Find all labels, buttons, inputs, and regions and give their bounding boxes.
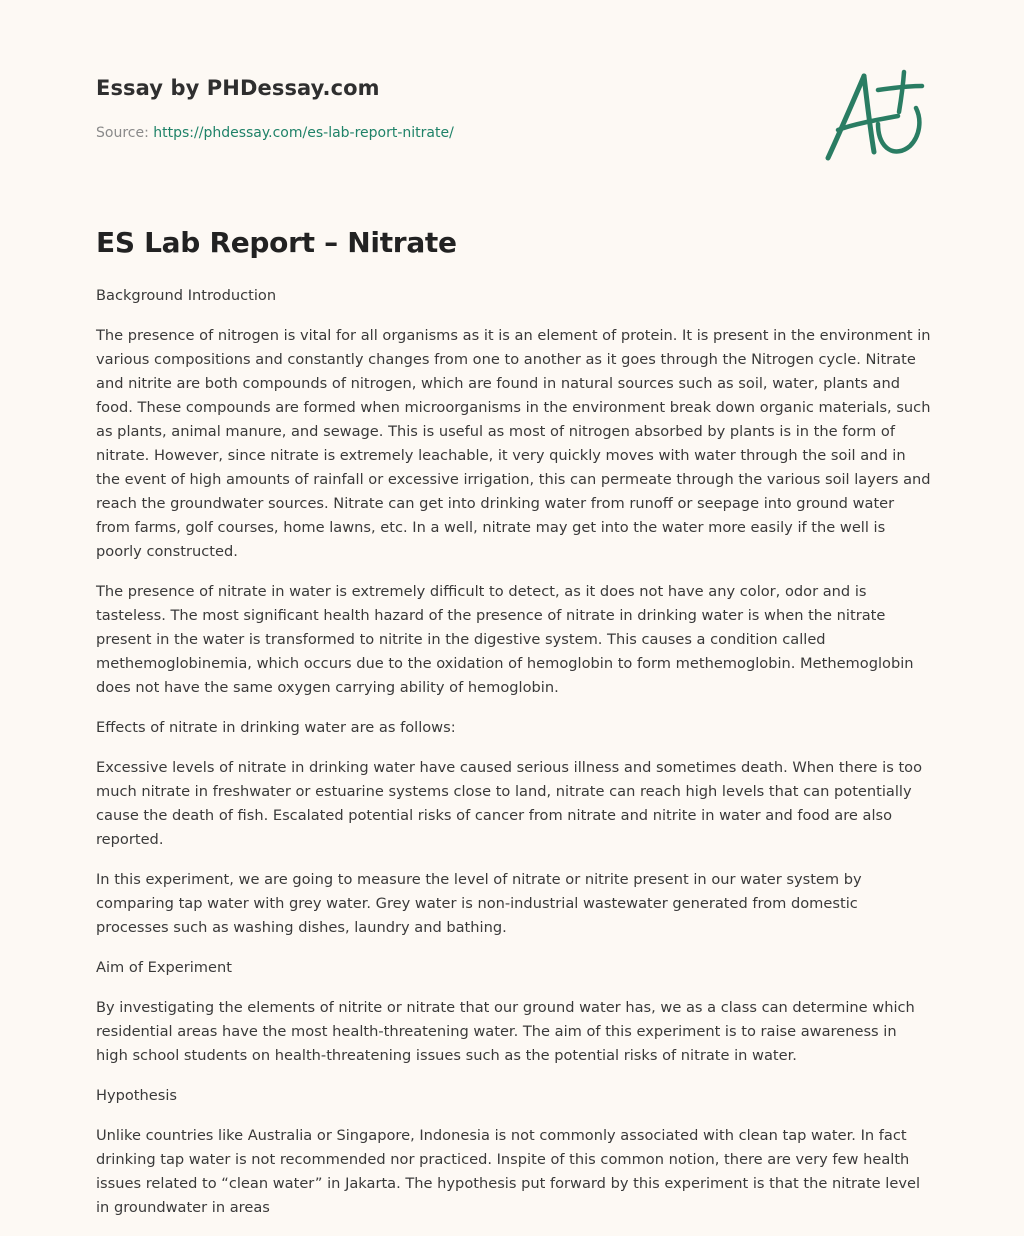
- source-line: [96, 125, 454, 141]
- paragraph: Unlike countries like Australia or Singapore, Indonesia is not commonly associated with clean tap water. In fact drinking tap water is not recommended nor practiced. Inspite of this common notion, there are very few health issues related to “clean water” in Jakarta. The hypothesis put forward by this experiment is that the nitrate level in groundwater in areas: [96, 1127, 921, 1216]
- paragraph: The presence of nitrogen is vital for all organisms as it is an element of protein. It is present in the environment in various compositions and constantly changes from one to another as it goes through the Nitrogen cycle. Nitrate and nitrite are both compounds of nitrogen, which are found in natural sources such as soil, water, plants and food. These compounds are formed when microorganisms in the environment break down organic materials, such as plants, animal manure, and sewage. This is useful as most of nitrogen absorbed by plants is in the form of nitrate. However, since nitrate is extremely leachable, it very quickly moves with water through the soil and in the event of high amounts of rainfall or excessive irrigation, this can permeate through the various soil layers and reach the groundwater sources. Nitrate can get into drinking water from runoff or seepage into ground water from farms, golf courses, home lawns, etc. In a well, nitrate may get into the water more easily if the well is poorly constructed.: [96, 327, 931, 560]
- paragraph-heading-aim: Aim of Experiment: [96, 959, 232, 976]
- paragraph: The presence of nitrate in water is extremely difficult to detect, as it does not have any color, odor and is tasteless. The most significant health hazard of the presence of nitrate in drinking water is when the nitrate present in the water is transformed to nitrite in the digestive system. This causes a condition called methemoglobinemia, which occurs due to the oxidation of hemoglobin to form methemoglobin. Methemoglobin does not have the same oxygen carrying ability of hemoglobin.: [96, 583, 914, 696]
- aplus-logo-icon: [818, 66, 930, 166]
- essay-body: [96, 284, 932, 1236]
- paragraph-heading-hypothesis: Hypothesis: [96, 1087, 178, 1104]
- essay-title: ES Lab Report – Nitrate: [96, 226, 457, 259]
- source-link[interactable]: https://phdessay.com/es-lab-report-nitrate/: [153, 125, 454, 141]
- paragraph: Excessive levels of nitrate in drinking water have caused serious illness and sometimes death. When there is too much nitrate in freshwater or estuarine systems close to land, nitrate can reach high levels that can potentially cause the death of fish. Escalated potential risks of cancer from nitrate and nitrite in water and food are also reported.: [96, 759, 923, 848]
- paragraph: By investigating the elements of nitrite or nitrate that our ground water has, we as a class can determine which residential areas have the most health-threatening water. The aim of this experiment is to raise awareness in high school students on health-threatening issues such as the potential risks of nitrate in water.: [96, 999, 915, 1064]
- paragraph-heading-background: Background Introduction: [96, 287, 277, 304]
- paragraph: Effects of nitrate in drinking water are as follows:: [96, 719, 456, 736]
- source-label: Source:: [96, 125, 149, 141]
- site-title: Essay by PHDessay.com: [96, 76, 380, 100]
- paragraph: In this experiment, we are going to measure the level of nitrate or nitrite present in our water system by comparing tap water with grey water. Grey water is non-industrial wastewater generated from domestic processes such as washing dishes, laundry and bathing.: [96, 871, 862, 936]
